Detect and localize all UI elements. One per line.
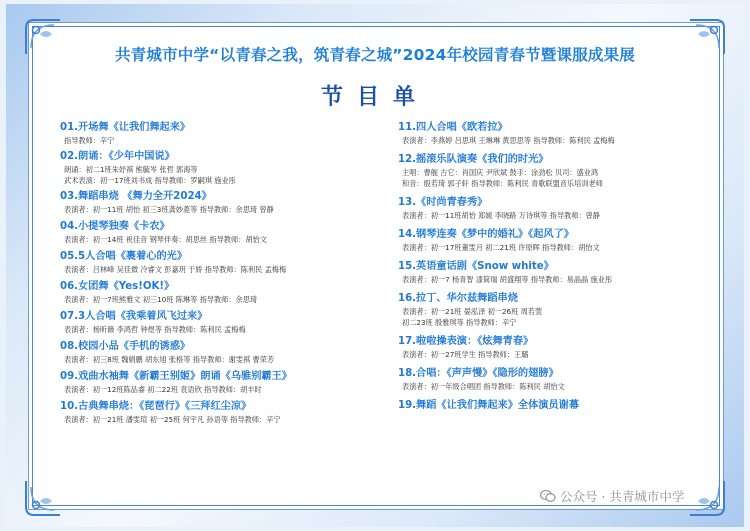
corner-ornament-icon [24, 479, 62, 517]
program-item [60, 249, 390, 275]
program-item [398, 398, 708, 413]
program-item-title: 02.朗诵：《少年中国说》 [60, 151, 175, 162]
program-item-detail: 和音：殷若琦 郭子轩 指导教师：陈利民 青歌联盟音乐培训老师 [402, 179, 603, 188]
program-item-detail: 表演者：初一7 杨青智 漆简瑞 胡盛翔等 指导教师：易晶晶 施业彤 [402, 275, 613, 284]
program-list-left [60, 120, 390, 425]
program-item-detail: 表演者：初三8班 魏娟鹏 胡东旭 张格等 指导教师：谢雯祺 曹荣芳 [64, 355, 275, 364]
program-item-detail: 初二23班 殷雅琪等 指导教师：辛宁 [402, 318, 517, 327]
program-item-title: 05.5人合唱《裹着心的光》 [60, 251, 188, 262]
program-item-detail: 朗诵：初二1班朱妤祺 熊毓岑 张哲 郭海等 [64, 165, 198, 174]
program-item-detail: 表演者：初一17班董雯月 初二21班 许原晖 指导教师：胡怡文 [402, 243, 600, 252]
program-item-detail: 指导教师：辛宁 [64, 136, 115, 145]
watermark-text: 公众号 · 共青城市中学 [560, 489, 685, 504]
program-item [398, 195, 708, 221]
program-item-title: 14.钢琴连奏《梦中的婚礼》《起风了》 [398, 229, 574, 240]
program-item-detail: 表演者：吕林峰 吴佳微 冷睿文 彭嘉玥 于娇 指导教师：陈利民 孟梅梅 [64, 265, 287, 274]
program-item [60, 309, 390, 335]
program-item-title: 15.英语童话剧《Snow white》 [398, 261, 554, 272]
program-item-title: 12.摇滚乐队演奏《我们的时光》 [398, 154, 549, 165]
program-item-title: 11.四人合唱《欧若拉》 [398, 122, 508, 133]
program-item-detail: 武术表演：初一17班刘书成 指导教师：罗嗣琪 施业彤 [64, 176, 236, 185]
program-item-detail: 表演者：初一27班学生 指导教师：王璐 [402, 350, 529, 359]
program-item-title: 04.小提琴独奏《卡农》 [60, 221, 170, 232]
program-item [60, 339, 390, 365]
program-item-title: 06.女团舞《Yes!OK!》 [60, 281, 175, 292]
program-item-detail: 表演者：杨昕薇 李鸿哲 钟煜等 指导教师：陈利民 孟梅梅 [64, 325, 246, 334]
program-item-detail: 表演者：初一11班 胡怡 初三3班龚妙菱等 指导教师：余思琦 曾静 [64, 205, 274, 214]
program-list-right [398, 120, 708, 413]
program-item [60, 369, 390, 395]
program-item-detail: 表演者：初一21班 潘雯瑄 初一25班 何宇凡 孙语等 指导教师：辛宁 [64, 415, 281, 424]
program-item [398, 291, 708, 328]
program-item [398, 259, 708, 285]
program-item-detail: 表演者：初一年级合唱团 指导教师：陈利民 胡怡文 [402, 382, 565, 391]
program-item [60, 189, 390, 215]
program-item-detail: 表演者：初一12班陈品睿 初二22班 袁语欣 指导教师：胡丰时 [64, 385, 262, 394]
program-item-title: 19.舞蹈《让我们舞起来》全体演员谢幕 [398, 400, 580, 411]
program-item-title: 09.戏曲水袖舞《新霸王别姬》朗诵《乌骓别霸王》 [60, 371, 292, 382]
wechat-icon [540, 489, 556, 503]
program-item [398, 334, 708, 360]
program-item-title: 03.舞蹈串烧 《舞力全开2024》 [60, 191, 212, 202]
program-item-detail: 表演者：李燕婷 吕思琪 王琳琳 黄思思等 指导教师：陈利民 孟梅梅 [402, 136, 615, 145]
program-item [398, 152, 708, 189]
program-item-detail: 表演者：初一7班熊雅文 初三10班 陈琳等 指导教师：余思琦 [64, 295, 258, 304]
program-item [60, 120, 390, 146]
program-item-title: 18.合唱：《声声慢》《隐形的翅膀》 [398, 368, 559, 379]
wechat-watermark [540, 487, 684, 505]
program-item [60, 279, 390, 305]
corner-ornament-icon [688, 479, 726, 517]
program-item-title: 16.拉丁、华尔兹舞蹈串烧 [398, 293, 518, 304]
program-item-detail: 主唱：曹舰 古它：肖国庆 尹欣斌 鼓手：涂劲松 贝司：盛业鸿 [402, 168, 599, 177]
program-item-title: 01.开场舞《让我们舞起来》 [60, 122, 191, 133]
program-item [398, 366, 708, 392]
program-item [398, 227, 708, 253]
program-item [60, 399, 390, 425]
program-heading: 节目单 [320, 84, 429, 110]
program-item-title: 07.3人合唱《我乘着风飞过来》 [60, 311, 208, 322]
program-item [398, 120, 708, 146]
program-item [60, 219, 390, 245]
program-item-detail: 表演者：初一14班 祝佳音 钢琴伴奏：胡思丝 指导教师：胡怡文 [64, 235, 267, 244]
program-item-detail: 表演者：初一21班 晏泓泽 初一26班 周若萱 [402, 307, 543, 316]
program-item-title: 10.古典舞串烧：《琵琶行》《三拜红尘凉》 [60, 401, 252, 412]
poster-title: 共青城市中学“以青春之我，筑青春之城”2024年校园青春节暨课服成果展 [114, 46, 636, 64]
program-item [60, 149, 390, 186]
program-item-detail: 表演者：初一11班胡怡 郑媛 李晓路 万诗琪等 指导教师：曾静 [402, 211, 600, 220]
program-item-title: 13.《时尚青春秀》 [398, 197, 488, 208]
program-item-title: 08.校园小品《手机的诱惑》 [60, 341, 191, 352]
program-item-title: 17.啦啦操表演：《炫舞青春》 [398, 336, 534, 347]
